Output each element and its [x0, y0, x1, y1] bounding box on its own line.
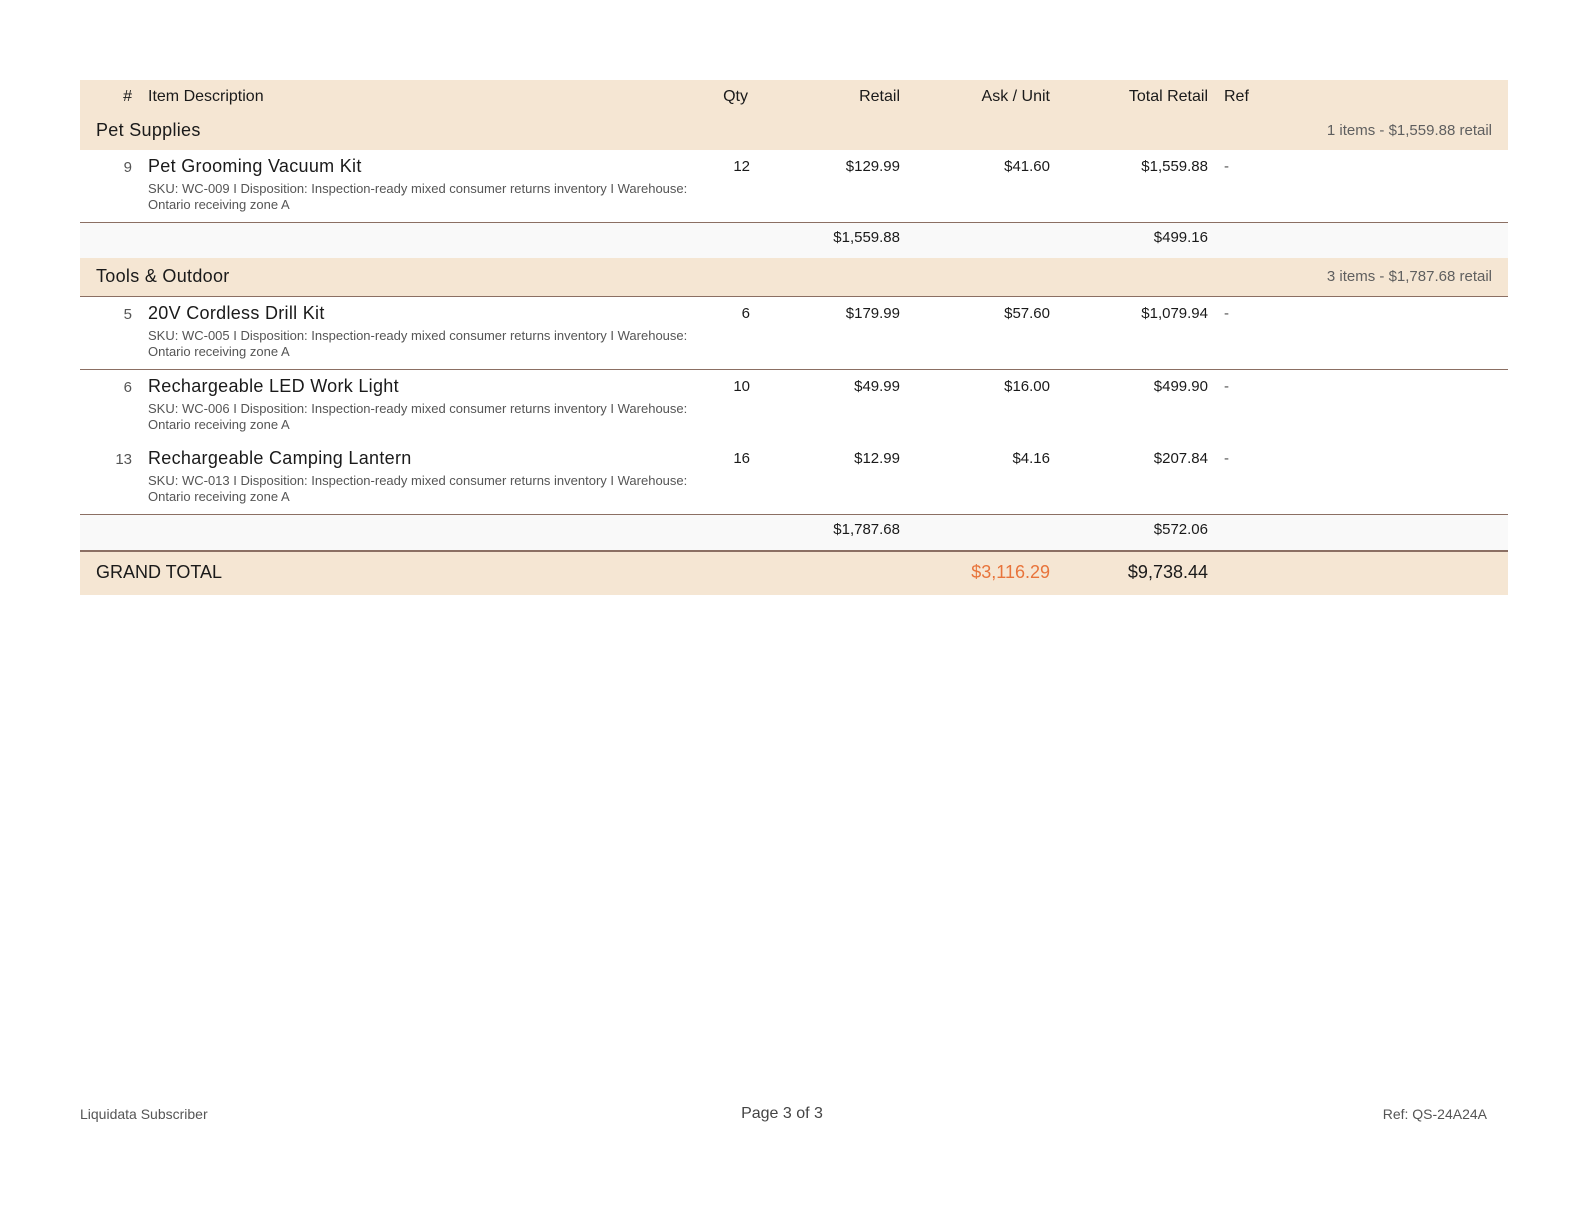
- item-number: 9: [123, 159, 132, 176]
- col-header-ask-unit: Ask / Unit: [981, 88, 1050, 105]
- item-qty: 10: [733, 378, 750, 395]
- item-meta: SKU: WC-013 I Disposition: Inspection-ready mixed consumer returns inventory I Warehouse: Ontario receiving zone A: [148, 473, 688, 504]
- grand-total-label: GRAND TOTAL: [96, 562, 223, 582]
- item-title: Rechargeable LED Work Light: [148, 376, 399, 396]
- col-header-qty: Qty: [723, 88, 748, 105]
- footer-reference: Ref: QS-24A24A: [1382, 1106, 1487, 1122]
- section-title: Pet Supplies: [96, 120, 201, 140]
- item-retail: $12.99: [854, 450, 900, 467]
- section-subtotal: [80, 515, 1508, 550]
- col-header-description: Item Description: [148, 88, 264, 105]
- item-qty: 6: [741, 305, 750, 322]
- table-row: [80, 370, 1508, 442]
- item-ref: -: [1224, 305, 1229, 322]
- table-row: [80, 150, 1508, 222]
- table-header: [80, 80, 1508, 112]
- item-total-retail: $207.84: [1153, 450, 1208, 467]
- item-ask-unit: $4.16: [1012, 450, 1050, 467]
- footer-page-number: Page 3 of 3: [741, 1105, 823, 1122]
- item-number: 6: [123, 379, 132, 396]
- item-retail: $179.99: [845, 305, 900, 322]
- item-meta: SKU: WC-005 I Disposition: Inspection-ready mixed consumer returns inventory I Warehouse: Ontario receiving zone A: [148, 328, 688, 359]
- item-total-retail: $1,079.94: [1141, 305, 1208, 322]
- item-retail: $129.99: [845, 158, 900, 175]
- item-number: 13: [115, 451, 132, 468]
- item-title: 20V Cordless Drill Kit: [148, 303, 325, 323]
- col-header-retail: Retail: [859, 88, 900, 105]
- table-row: [80, 297, 1508, 369]
- item-ask-unit: $16.00: [1004, 378, 1050, 395]
- section-subtotal: [80, 223, 1508, 258]
- section-title: Tools & Outdoor: [96, 266, 230, 286]
- section-header: [80, 112, 1508, 150]
- col-header-num: #: [123, 88, 132, 105]
- section-header: [80, 258, 1508, 296]
- item-ref: -: [1224, 158, 1229, 175]
- item-meta: SKU: WC-009 I Disposition: Inspection-ready mixed consumer returns inventory I Warehouse: Ontario receiving zone A: [148, 181, 688, 212]
- table-row: [80, 442, 1508, 514]
- grand-total-row: [80, 552, 1508, 595]
- item-qty: 12: [733, 158, 750, 175]
- footer-subscriber: Liquidata Subscriber: [80, 1106, 208, 1122]
- subtotal-total: $499.16: [1153, 229, 1208, 246]
- item-qty: 16: [733, 450, 750, 467]
- item-title: Pet Grooming Vacuum Kit: [148, 156, 362, 176]
- subtotal-total: $572.06: [1153, 521, 1208, 538]
- grand-total-retail: $9,738.44: [1127, 562, 1208, 582]
- section-summary: 1 items - $1,559.88 retail: [1326, 122, 1492, 139]
- section-summary: 3 items - $1,787.68 retail: [1326, 268, 1492, 285]
- item-retail: $49.99: [854, 378, 900, 395]
- item-ref: -: [1224, 378, 1229, 395]
- item-number: 5: [123, 306, 132, 323]
- item-title: Rechargeable Camping Lantern: [148, 448, 412, 468]
- subtotal-retail: $1,787.68: [833, 521, 900, 538]
- subtotal-retail: $1,559.88: [833, 229, 900, 246]
- item-ask-unit: $41.60: [1004, 158, 1050, 175]
- item-ref: -: [1224, 450, 1229, 467]
- col-header-total-retail: Total Retail: [1128, 88, 1208, 105]
- line-items-table: [80, 80, 1508, 595]
- col-header-ref: Ref: [1224, 88, 1249, 105]
- grand-total-ask: $3,116.29: [971, 562, 1050, 582]
- item-meta: SKU: WC-006 I Disposition: Inspection-ready mixed consumer returns inventory I Warehouse: Ontario receiving zone A: [148, 401, 688, 432]
- item-total-retail: $1,559.88: [1141, 158, 1208, 175]
- item-ask-unit: $57.60: [1004, 305, 1050, 322]
- item-total-retail: $499.90: [1153, 378, 1208, 395]
